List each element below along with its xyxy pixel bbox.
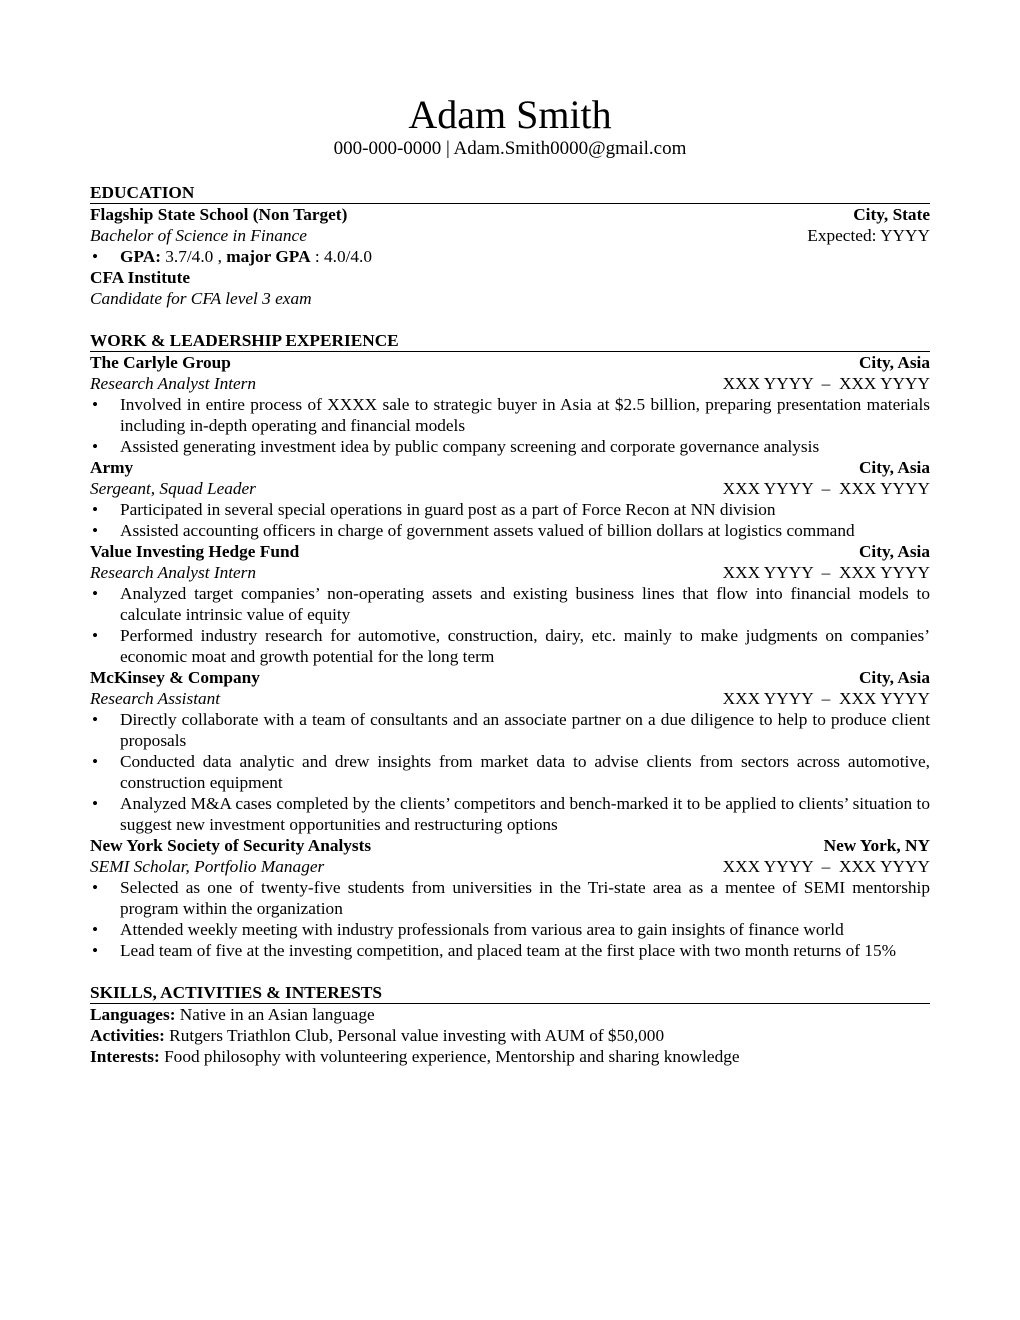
skills-section xyxy=(90,982,930,1067)
bullet-item xyxy=(90,625,930,667)
location: City, Asia xyxy=(858,458,930,477)
role: Sergeant, Squad Leader xyxy=(90,479,256,498)
bullet-item xyxy=(90,940,942,961)
section-title: WORK & LEADERSHIP EXPERIENCE xyxy=(90,330,930,352)
institution-name: CFA Institute xyxy=(90,268,191,287)
section-title: EDUCATION xyxy=(90,182,930,204)
date-range: XXX YYYY – XXX YYYY xyxy=(722,689,930,708)
date-range: XXX YYYY – XXX YYYY xyxy=(722,374,930,393)
skill-line xyxy=(90,1004,930,1025)
experience-entry xyxy=(90,667,930,835)
bullet-text: Analyzed target companies’ non-operating assets and existing business lines that flow into financial models to calculate intrinsic value of equity xyxy=(120,584,930,624)
bullet-text: Assisted accounting officers in charge of government assets valued of billion dollars at logistics command xyxy=(120,521,855,540)
organization: Army xyxy=(90,458,134,477)
bullet-item xyxy=(90,436,930,457)
experience-entry xyxy=(90,457,930,541)
bullet-text: Performed industry research for automotive, construction, dairy, etc. mainly to make judgments on companies’ economic moat and growth potential for the long term xyxy=(120,626,930,666)
degree: Bachelor of Science in Finance xyxy=(90,226,307,245)
experience-section xyxy=(90,330,930,961)
school-location: City, State xyxy=(853,205,930,224)
bullet-item xyxy=(90,751,930,793)
bullet-text: Assisted generating investment idea by public company screening and corporate governance analysis xyxy=(120,437,820,456)
bullet-text: Lead team of five at the investing competition, and placed team at the first place with two month returns of 15% xyxy=(120,941,896,960)
gpa-item xyxy=(90,246,930,267)
skill-text: Rutgers Triathlon Club, Personal value investing with AUM of $50,000 xyxy=(164,1026,665,1045)
organization: McKinsey & Company xyxy=(90,668,260,687)
skill-line xyxy=(90,1025,930,1046)
role: Research Analyst Intern xyxy=(90,563,257,582)
bullet-item xyxy=(90,394,930,436)
certification: Candidate for CFA level 3 exam xyxy=(90,289,312,308)
skill-label: Languages: xyxy=(90,1005,176,1024)
bullet-text: Attended weekly meeting with industry professionals from various area to gain insights of finance world xyxy=(120,920,844,939)
role: Research Analyst Intern xyxy=(90,374,257,393)
experience-entry xyxy=(90,835,930,961)
date-range: XXX YYYY – XXX YYYY xyxy=(722,857,930,876)
location: City, Asia xyxy=(858,542,930,561)
experience-entry xyxy=(90,541,930,667)
location: City, Asia xyxy=(858,353,930,372)
bullet-item xyxy=(90,583,930,625)
bullet-item xyxy=(90,877,930,919)
graduation-date: Expected: YYYY xyxy=(807,226,930,245)
bullet-text: Selected as one of twenty-five students from universities in the Tri-state area as a mentee of SEMI mentorship program within the organization xyxy=(120,878,930,918)
bullet-text: Analyzed M&A cases completed by the clients’ competitors and bench-marked it to be applied to clients’ situation to suggest new investment opportunities and restructuring options xyxy=(120,794,930,834)
major-gpa-value: : 4.0/4.0 xyxy=(310,247,373,266)
location: City, Asia xyxy=(858,668,930,687)
skill-text: Native in an Asian language xyxy=(175,1005,375,1024)
experience-entry xyxy=(90,352,930,457)
organization: The Carlyle Group xyxy=(90,353,231,372)
bullet-item xyxy=(90,919,930,940)
contact-line: 000-000-0000 | Adam.Smith0000@gmail.com xyxy=(333,138,687,159)
skill-label: Interests: xyxy=(90,1047,160,1066)
major-gpa-label: major GPA xyxy=(226,247,311,266)
gpa-label: GPA: xyxy=(120,247,161,266)
bullet-text: Conducted data analytic and drew insights from market data to advise clients from sectors across automotive, construction equipment xyxy=(120,752,930,792)
skill-text: Food philosophy with volunteering experience, Mentorship and sharing knowledge xyxy=(159,1047,740,1066)
bullet-text: Involved in entire process of XXXX sale to strategic buyer in Asia at $2.5 billion, preparing presentation materials including in-depth operating and financial models xyxy=(120,395,930,435)
section-title: SKILLS, ACTIVITIES & INTERESTS xyxy=(90,982,930,1004)
date-range: XXX YYYY – XXX YYYY xyxy=(722,563,930,582)
organization: Value Investing Hedge Fund xyxy=(90,542,300,561)
bullet-item xyxy=(90,499,930,520)
organization: New York Society of Security Analysts xyxy=(90,836,372,855)
bullet-text: Participated in several special operations in guard post as a part of Force Recon at NN division xyxy=(120,500,776,519)
bullet-item xyxy=(90,709,930,751)
role: Research Assistant xyxy=(90,689,221,708)
date-range: XXX YYYY – XXX YYYY xyxy=(722,479,930,498)
education-section xyxy=(90,182,930,309)
skill-line xyxy=(90,1046,930,1067)
bullet-text: Directly collaborate with a team of consultants and an associate partner on a due diligence to help to produce client proposals xyxy=(120,710,930,750)
gpa-value: 3.7/4.0 , xyxy=(160,247,227,266)
bullet-item xyxy=(90,793,930,835)
skill-label: Activities: xyxy=(90,1026,165,1045)
school-name: Flagship State School (Non Target) xyxy=(90,205,348,224)
candidate-name: Adam Smith xyxy=(408,92,612,137)
location: New York, NY xyxy=(823,836,930,855)
bullet-item xyxy=(90,520,930,541)
role: SEMI Scholar, Portfolio Manager xyxy=(90,857,325,876)
